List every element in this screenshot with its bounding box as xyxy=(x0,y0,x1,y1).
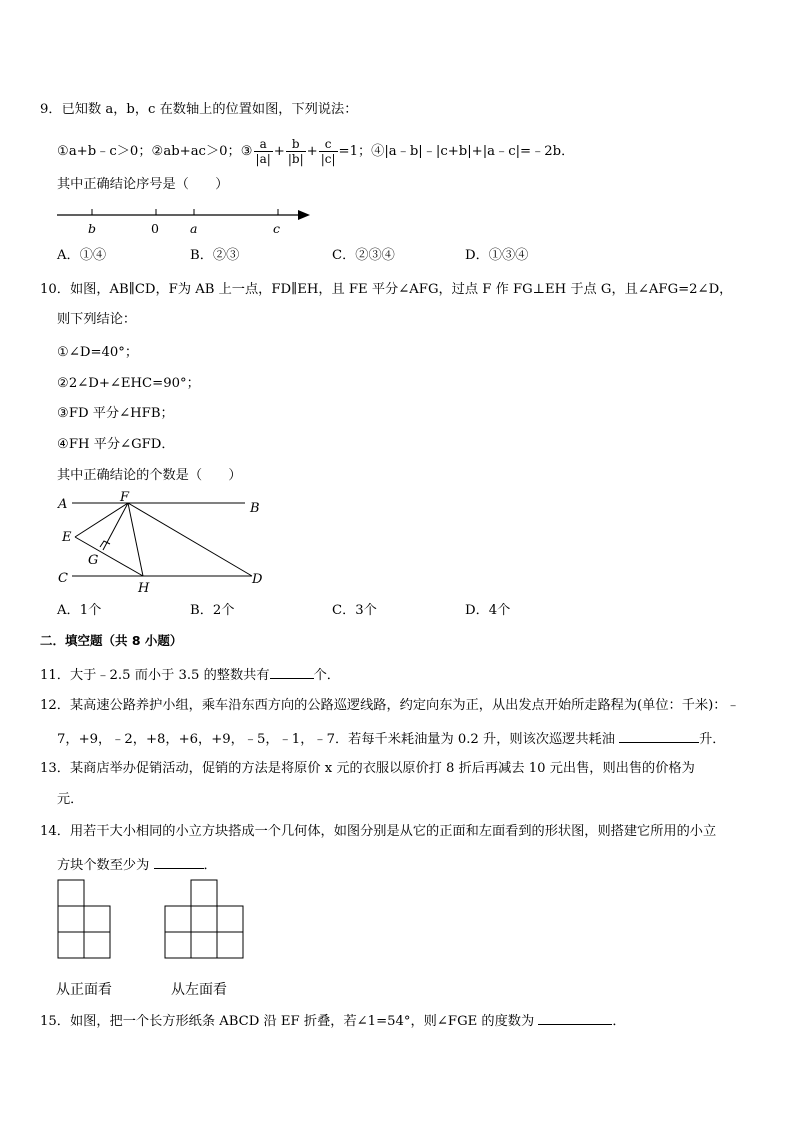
q9-stem: 9．已知数 a，b，c 在数轴上的位置如图，下列说法： xyxy=(40,102,358,117)
figure-label-a: A xyxy=(58,497,68,512)
figure-label-e: E xyxy=(62,530,72,545)
q12-line-1: 12．某高速公路养护小组，乘车沿东西方向的公路巡逻线路，约定向东为正，从出发点开始所走路程为(单位：千米)：﹣ xyxy=(40,698,740,713)
q10-option-d[interactable]: D．4个 xyxy=(465,603,511,618)
q15-text: 15．如图，把一个长方形纸条 ABCD 沿 EF 折叠，若∠1=54°，则∠FGE 的度数为 xyxy=(40,1014,535,1029)
figure-label-g: G xyxy=(88,553,99,568)
q10-conclusion-4: ④FH 平分∠GFD． xyxy=(57,437,175,452)
q14-left-label: 从左面看 xyxy=(171,982,227,998)
q13-line-2: 元． xyxy=(57,792,84,807)
figure-label-f: F xyxy=(120,490,130,505)
q10-option-b[interactable]: B．2个 xyxy=(190,603,235,618)
q10-conclusion-3: ③FD 平分∠HFB； xyxy=(57,406,174,421)
q9-statement-3-suffix: =1； xyxy=(338,144,372,159)
q10-conclusion-1: ①∠D=40°； xyxy=(57,345,139,360)
q10-stem: 10．如图，AB∥CD，F为 AB 上一点，FD∥EH，且 FE 平分∠AFG，过点 F 作 FG⊥EH 于点 G，且∠AFG=2∠D， xyxy=(40,282,733,297)
q9-statement-1: ①a+b﹣c＞0； xyxy=(57,144,152,159)
q9-option-d[interactable]: D．①③④ xyxy=(465,248,529,263)
numline-label-a: a xyxy=(190,221,198,236)
q10-question: 其中正确结论的个数是（ ） xyxy=(57,468,242,483)
q14-text: 方块个数至少为 xyxy=(57,858,150,873)
q9-option-b[interactable]: B．②③ xyxy=(190,248,240,263)
q12-suffix: 升． xyxy=(699,732,726,747)
q11-text: 11．大于﹣2.5 而小于 3.5 的整数共有 xyxy=(40,668,270,683)
figure-label-d: D xyxy=(252,572,263,587)
q9-option-c[interactable]: C．②③④ xyxy=(332,248,395,263)
q10-option-c[interactable]: C．3个 xyxy=(332,603,377,618)
q15-suffix: ． xyxy=(612,1014,626,1029)
q9-question: 其中正确结论序号是（ ） xyxy=(57,177,229,192)
q9-fraction-c: $\frac{c}{|c|}$ xyxy=(320,137,336,166)
q15 xyxy=(40,1010,626,1031)
q9-statement-3-prefix: ③ xyxy=(240,144,253,159)
figure-label-c: C xyxy=(58,571,68,586)
numline-label-0: 0 xyxy=(151,221,159,236)
q15-answer-blank[interactable] xyxy=(538,1010,612,1025)
q11-suffix: 个． xyxy=(313,668,340,683)
section-title: 二．填空题（共 8 小题） xyxy=(40,633,183,648)
plus-sign: + xyxy=(306,144,318,159)
numline-label-b: b xyxy=(88,221,97,236)
q9-fraction-b: $\frac{b}{|b|}$ xyxy=(287,137,304,166)
figure-label-b: B xyxy=(250,501,260,516)
numline-label-c: c xyxy=(273,221,281,236)
q10-stem-2: 则下列结论： xyxy=(57,312,137,327)
q14-suffix: ． xyxy=(203,858,217,873)
figure-label-h: H xyxy=(138,581,150,596)
q14-front-label: 从正面看 xyxy=(56,982,112,998)
q13-line-1: 13．某商店举办促销活动，促销的方法是将原价 x 元的衣服以原价打 8 折后再减去 10 元出售，则出售的价格为 xyxy=(40,761,695,776)
q9-option-a[interactable]: A．①④ xyxy=(57,248,107,263)
q10-conclusion-2: ②2∠D+∠EHC=90°； xyxy=(57,376,200,391)
q14-line-1: 14．用若干大小相同的小立方块搭成一个几何体，如图分别是从它的正面和左面看到的形状图，则搭建它所用的小立 xyxy=(40,824,717,839)
q9-statement-2: ②ab+ac＞0； xyxy=(151,144,241,159)
plus-sign: + xyxy=(273,144,285,159)
q12-text: 7，+9，﹣2，+8，+6，+9，﹣5，﹣1，﹣7．若每千米耗油量为 0.2 升，则该次巡逻共耗油 xyxy=(57,732,615,747)
q10-option-a[interactable]: A．1个 xyxy=(57,603,102,618)
q9-fraction-a: $\frac{a}{|a|}$ xyxy=(255,137,271,166)
q9-statement-4: ④|a﹣b|﹣|c+b|+|a﹣c|=﹣2b． xyxy=(371,144,575,159)
